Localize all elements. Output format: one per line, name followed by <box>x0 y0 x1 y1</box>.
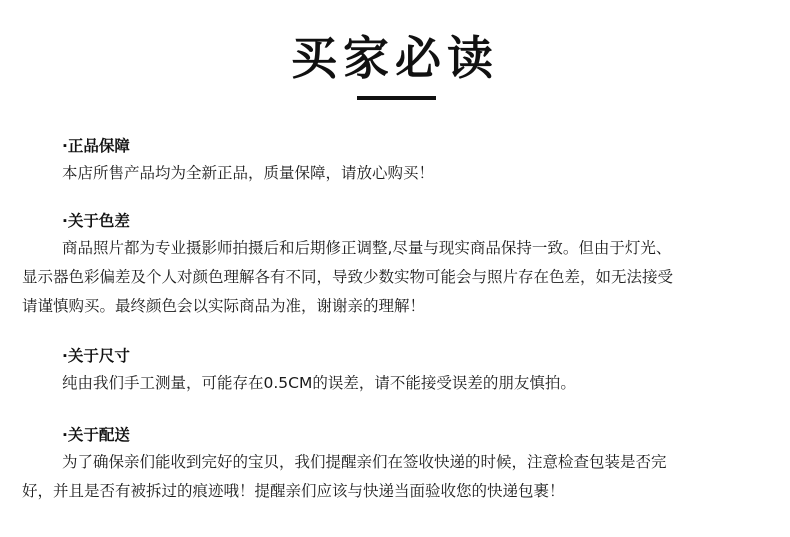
page-title: 买家必读 <box>291 31 499 85</box>
section-line: 纯由我们手工测量，可能存在0.5CM的误差，请不能接受误差的朋友慎拍。 <box>62 374 576 392</box>
section-body-color-difference <box>22 234 774 321</box>
section-heading-size: ·关于尺寸 <box>62 347 130 365</box>
section-body-authentic <box>22 159 774 188</box>
section-line: 为了确保亲们能收到完好的宝贝，我们提醒亲们在签收快递的时候，注意检查包装是否完 <box>62 453 667 471</box>
section-heading-color-difference: ·关于色差 <box>62 212 130 230</box>
section-line: 本店所售产品均为全新正品，质量保障，请放心购买！ <box>62 164 435 182</box>
section-line: 请谨慎购买。最终颜色会以实际商品为准，谢谢亲的理解！ <box>22 297 426 315</box>
section-heading-delivery: ·关于配送 <box>62 426 130 444</box>
section-body-size <box>22 369 774 398</box>
section-line: 显示器色彩偏差及个人对颜色理解各有不同，导致少数实物可能会与照片存在色差，如无法接受 <box>22 268 674 286</box>
section-line: 商品照片都为专业摄影师拍摄后和后期修正调整,尽量与现实商品保持一致。但由于灯光、 <box>62 239 672 257</box>
section-heading-authentic: ·正品保障 <box>62 137 130 155</box>
section-body-delivery <box>22 448 774 506</box>
title-underline <box>357 96 436 100</box>
section-line: 好，并且是否有被拆过的痕迹哦！提醒亲们应该与快递当面验收您的快递包裹！ <box>22 482 565 500</box>
